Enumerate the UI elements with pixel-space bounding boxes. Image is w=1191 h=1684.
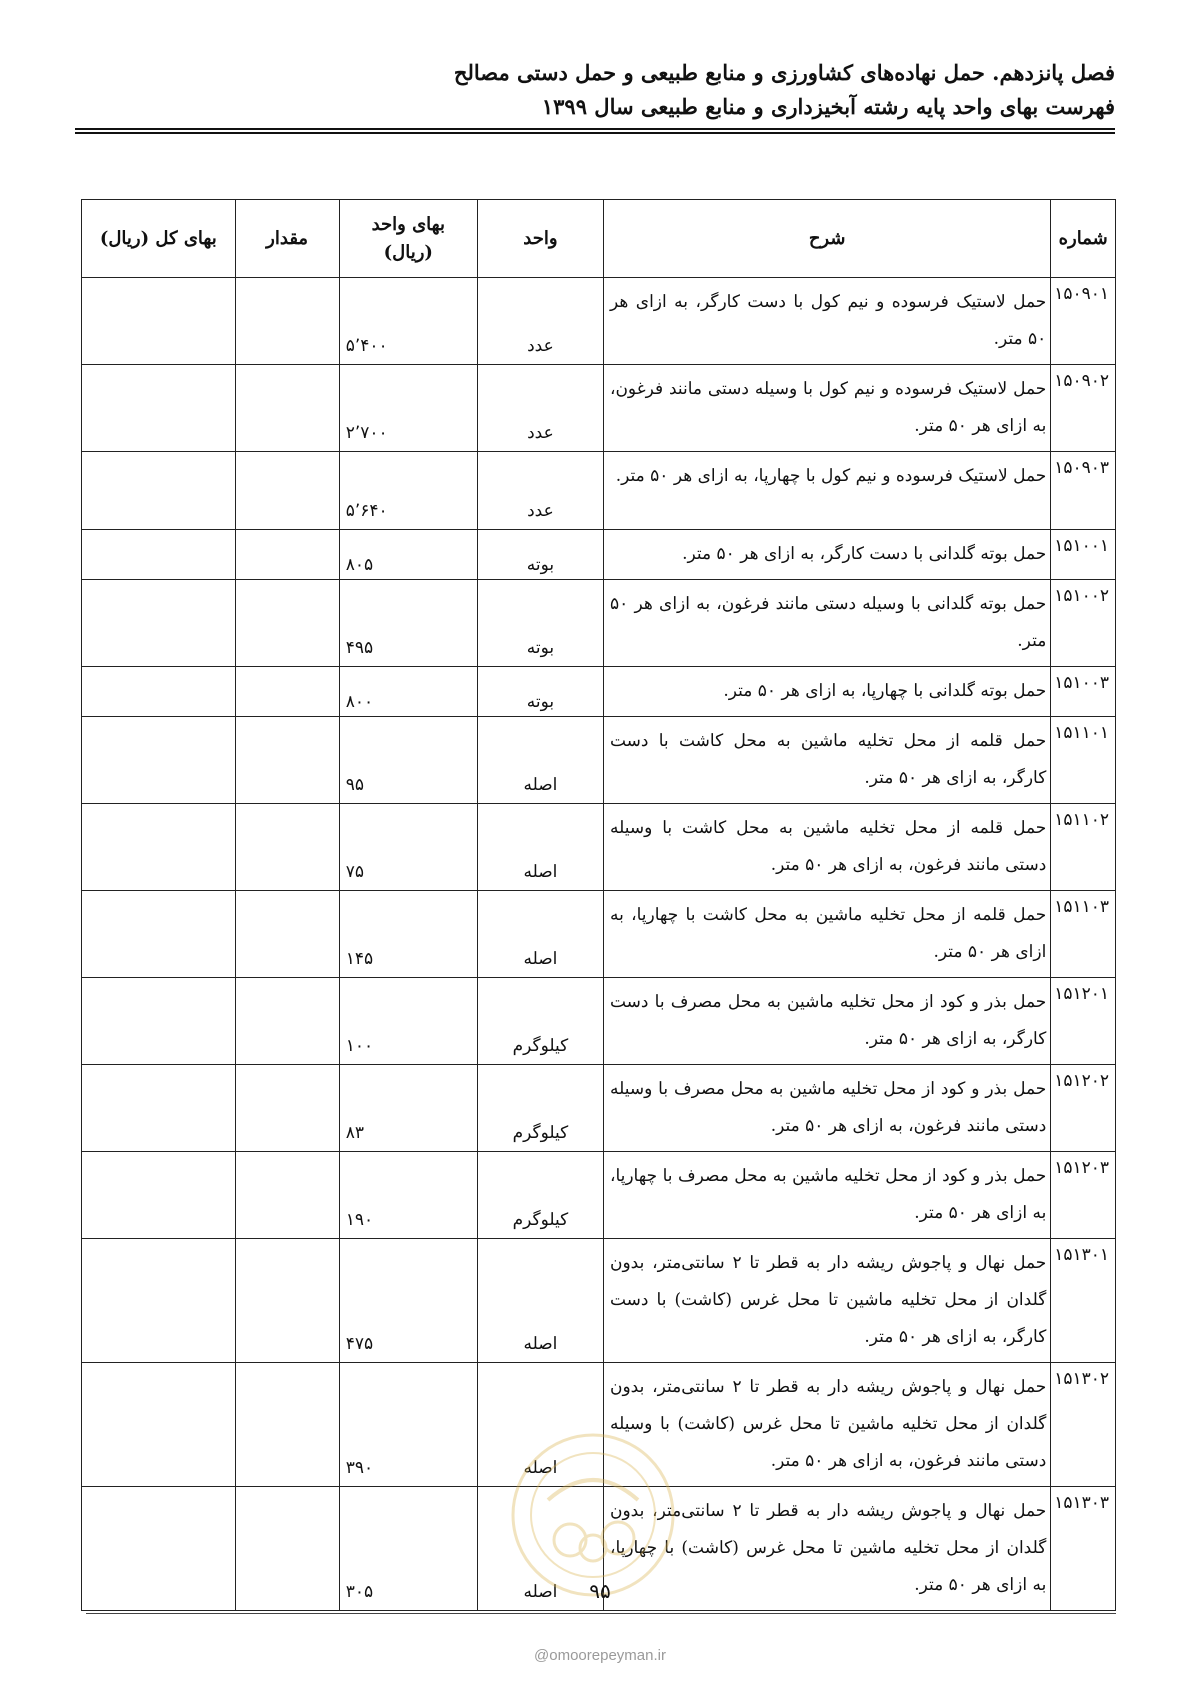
row-total-price [82, 891, 236, 978]
row-code: ۱۵۱۱۰۱ [1051, 717, 1116, 804]
row-description: حمل بذر و کود از محل تخلیه ماشین به محل مصرف با وسیله دستی مانند فرغون، به ازای هر ۵۰ متر. [603, 1065, 1050, 1152]
row-unit: عدد [477, 365, 603, 452]
row-unit-price: ۹۵ [339, 717, 477, 804]
table-row [82, 530, 1116, 580]
row-description: حمل نهال و پاجوش ریشه دار به قطر تا ۲ سانتی‌متر، بدون گلدان از محل تخلیه ماشین تا محل غرس (کاشت) با وسیله دستی مانند فرغون، به ازای هر ۵۰ متر. [603, 1363, 1050, 1487]
row-unit-price: ۸۳ [339, 1065, 477, 1152]
row-quantity [235, 1487, 339, 1611]
site-handle: @omoorepeyman.ir [534, 1647, 666, 1664]
row-code: ۱۵۱۲۰۳ [1051, 1152, 1116, 1239]
row-quantity [235, 278, 339, 365]
row-total-price [82, 1487, 236, 1611]
row-description: حمل نهال و پاجوش ریشه دار به قطر تا ۲ سانتی‌متر، بدون گلدان از محل تخلیه ماشین تا محل غرس (کاشت) با چهارپا، به ازای هر ۵۰ متر. [603, 1487, 1050, 1611]
header-quantity: مقدار [235, 200, 339, 278]
page-header [75, 56, 1115, 124]
row-code: ۱۵۰۹۰۲ [1051, 365, 1116, 452]
row-unit-price: ۱۰۰ [339, 978, 477, 1065]
row-unit: اصله [477, 804, 603, 891]
row-unit-price: ۴۷۵ [339, 1239, 477, 1363]
table-row [82, 452, 1116, 530]
header-unit: واحد [477, 200, 603, 278]
row-total-price [82, 1239, 236, 1363]
row-quantity [235, 452, 339, 530]
row-code: ۱۵۱۳۰۳ [1051, 1487, 1116, 1611]
row-unit: کیلوگرم [477, 978, 603, 1065]
row-unit: عدد [477, 452, 603, 530]
header-rule [75, 128, 1115, 134]
table-row [82, 667, 1116, 717]
row-code: ۱۵۰۹۰۳ [1051, 452, 1116, 530]
row-unit: اصله [477, 891, 603, 978]
row-unit-price: ۴۹۵ [339, 580, 477, 667]
header-total-price: بهای کل (ریال) [82, 200, 236, 278]
header-description: شرح [603, 200, 1050, 278]
row-code: ۱۵۱۰۰۲ [1051, 580, 1116, 667]
row-code: ۱۵۱۳۰۱ [1051, 1239, 1116, 1363]
row-quantity [235, 530, 339, 580]
row-total-price [82, 1065, 236, 1152]
row-unit: اصله [477, 717, 603, 804]
row-quantity [235, 1065, 339, 1152]
row-unit-price: ۱۴۵ [339, 891, 477, 978]
row-unit: بوته [477, 580, 603, 667]
row-quantity [235, 717, 339, 804]
row-description: حمل بوته گلدانی با چهارپا، به ازای هر ۵۰ متر. [603, 667, 1050, 717]
row-unit: کیلوگرم [477, 1065, 603, 1152]
row-description: حمل بوته گلدانی با وسیله دستی مانند فرغون، به ازای هر ۵۰ متر. [603, 580, 1050, 667]
row-quantity [235, 978, 339, 1065]
document-title: فهرست بهای واحد پایه رشته آبخیزداری و منابع طبیعی سال ۱۳۹۹ [541, 94, 1115, 119]
row-description: حمل قلمه از محل تخلیه ماشین به محل کاشت با چهارپا، به ازای هر ۵۰ متر. [603, 891, 1050, 978]
row-description: حمل لاستیک فرسوده و نیم کول با دست کارگر، به ازای هر ۵۰ متر. [603, 278, 1050, 365]
row-description: حمل نهال و پاجوش ریشه دار به قطر تا ۲ سانتی‌متر، بدون گلدان از محل تخلیه ماشین تا محل غرس (کاشت) با دست کارگر، به ازای هر ۵۰ متر. [603, 1239, 1050, 1363]
row-unit-price: ۸۰۰ [339, 667, 477, 717]
row-code: ۱۵۱۲۰۱ [1051, 978, 1116, 1065]
chapter-title: فصل پانزدهم. حمل نهاده‌های کشاورزی و منابع طبیعی و حمل دستی مصالح [453, 60, 1115, 85]
row-total-price [82, 365, 236, 452]
row-unit-price: ۳۰۵ [339, 1487, 477, 1611]
row-total-price [82, 1152, 236, 1239]
row-description: حمل قلمه از محل تخلیه ماشین به محل کاشت با وسیله دستی مانند فرغون، به ازای هر ۵۰ متر. [603, 804, 1050, 891]
row-total-price [82, 667, 236, 717]
row-total-price [82, 1363, 236, 1487]
footer-rule [86, 1613, 1116, 1614]
row-description: حمل قلمه از محل تخلیه ماشین به محل کاشت با دست کارگر، به ازای هر ۵۰ متر. [603, 717, 1050, 804]
row-code: ۱۵۱۱۰۲ [1051, 804, 1116, 891]
row-unit-price: ۷۵ [339, 804, 477, 891]
row-quantity [235, 1152, 339, 1239]
row-unit-price: ۵٬۴۰۰ [339, 278, 477, 365]
table-header-row [82, 200, 1116, 278]
row-unit-price: ۳۹۰ [339, 1363, 477, 1487]
table-row [82, 1065, 1116, 1152]
page-number: ۹۵ [589, 1579, 611, 1603]
row-description: حمل بذر و کود از محل تخلیه ماشین به محل مصرف با چهارپا، به ازای هر ۵۰ متر. [603, 1152, 1050, 1239]
table-row [82, 978, 1116, 1065]
row-quantity [235, 365, 339, 452]
row-code: ۱۵۰۹۰۱ [1051, 278, 1116, 365]
table-row [82, 580, 1116, 667]
row-total-price [82, 717, 236, 804]
row-code: ۱۵۱۰۰۱ [1051, 530, 1116, 580]
row-total-price [82, 452, 236, 530]
row-unit: بوته [477, 667, 603, 717]
row-unit: اصله [477, 1239, 603, 1363]
row-description: حمل لاستیک فرسوده و نیم کول با وسیله دستی مانند فرغون، به ازای هر ۵۰ متر. [603, 365, 1050, 452]
row-unit-price: ۵٬۶۴۰ [339, 452, 477, 530]
row-code: ۱۵۱۱۰۳ [1051, 891, 1116, 978]
row-description: حمل لاستیک فرسوده و نیم کول با چهارپا، به ازای هر ۵۰ متر. [603, 452, 1050, 530]
row-description: حمل بذر و کود از محل تخلیه ماشین به محل مصرف با دست کارگر، به ازای هر ۵۰ متر. [603, 978, 1050, 1065]
header-code: شماره [1051, 200, 1116, 278]
table-row [82, 1152, 1116, 1239]
row-unit-price: ۱۹۰ [339, 1152, 477, 1239]
row-unit: کیلوگرم [477, 1152, 603, 1239]
header-unit-price: بهای واحد (ریال) [339, 200, 477, 278]
row-unit: اصله [477, 1487, 603, 1611]
watermark-logo [508, 1430, 678, 1600]
table-row [82, 891, 1116, 978]
row-description: حمل بوته گلدانی با دست کارگر، به ازای هر ۵۰ متر. [603, 530, 1050, 580]
row-quantity [235, 1363, 339, 1487]
row-unit-price: ۸۰۵ [339, 530, 477, 580]
row-total-price [82, 278, 236, 365]
row-unit: بوته [477, 530, 603, 580]
row-total-price [82, 804, 236, 891]
table-row [82, 278, 1116, 365]
table-row [82, 804, 1116, 891]
table-row [82, 1239, 1116, 1363]
row-quantity [235, 804, 339, 891]
table-row [82, 717, 1116, 804]
row-quantity [235, 891, 339, 978]
row-total-price [82, 978, 236, 1065]
row-total-price [82, 580, 236, 667]
row-total-price [82, 530, 236, 580]
row-quantity [235, 1239, 339, 1363]
table-row [82, 365, 1116, 452]
row-code: ۱۵۱۳۰۲ [1051, 1363, 1116, 1487]
row-code: ۱۵۱۰۰۳ [1051, 667, 1116, 717]
price-table [81, 199, 1116, 1611]
row-code: ۱۵۱۲۰۲ [1051, 1065, 1116, 1152]
row-unit: عدد [477, 278, 603, 365]
row-unit-price: ۲٬۷۰۰ [339, 365, 477, 452]
row-quantity [235, 580, 339, 667]
row-quantity [235, 667, 339, 717]
row-unit: اصله [477, 1363, 603, 1487]
